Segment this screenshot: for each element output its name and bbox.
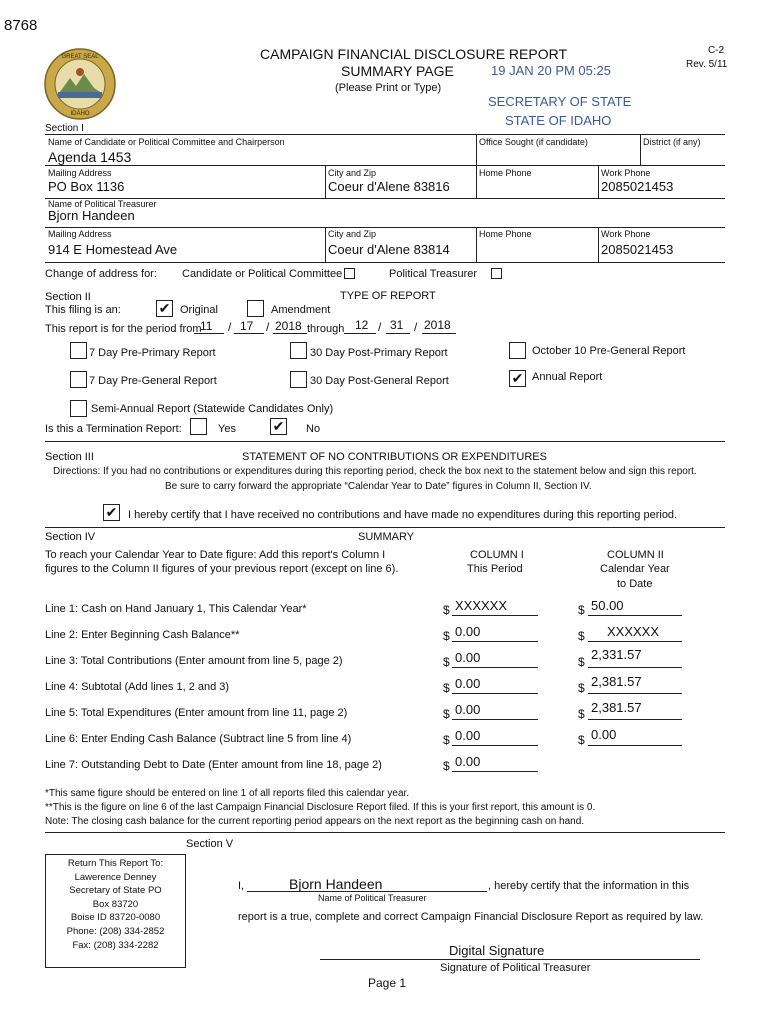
received-stamp-office: SECRETARY OF STATE [488,94,632,109]
termination-yes-checkbox[interactable] [190,418,207,435]
currency-symbol: $ [443,629,450,643]
treasurer-name-label: Name of Political Treasurer [48,199,157,209]
post-primary-30day-label: 30 Day Post-Primary Report [310,347,448,359]
to-day-field[interactable]: 31 [390,318,404,332]
change-address-label: Change of address for: [45,268,157,280]
line-4-column-1[interactable]: 0.00 [455,676,481,691]
pre-primary-7day-label: 7 Day Pre-Primary Report [89,347,216,359]
change-treasurer-checkbox[interactable] [491,268,502,279]
form-revision: Rev. 5/11 [686,59,728,70]
line-2-column-2[interactable]: XXXXXX [607,624,660,639]
summary-line-label: Line 5: Total Expenditures (Enter amount from line 11, page 2) [45,707,348,719]
return-address-line: Return This Report To: [67,858,164,869]
type-of-report-title: TYPE OF REPORT [340,290,436,302]
return-address-line: Secretary of State PO [69,885,162,897]
treasurer-mailing-label: Mailing Address [48,229,112,239]
signature-field[interactable]: Digital Signature [449,943,545,958]
certify-line-2: report is a true, complete and correct Campaign Financial Disclosure Report as required by law. [238,911,704,923]
post-general-30day-checkbox[interactable] [290,371,307,388]
treasurer-name-field[interactable]: Bjorn Handeen [48,208,135,223]
summary-intro-1: To reach your Calendar Year to Date figure: Add this report's Column I [45,549,386,561]
from-month-field[interactable]: 11 [200,319,213,333]
mailing-address-field[interactable]: PO Box 1136 [48,179,125,194]
currency-symbol: $ [578,603,585,617]
district-label: District (if any) [643,137,701,147]
change-treasurer-label: Political Treasurer [389,268,478,280]
return-address-line: Lawerence Denney [74,871,157,883]
form-code: C-2 [708,45,725,56]
svg-text:GREAT SEAL: GREAT SEAL [61,54,99,60]
treasurer-name-signature-field[interactable]: Bjorn Handeen [289,876,383,892]
original-label: Original [180,304,218,316]
post-primary-30day-checkbox[interactable] [290,342,307,359]
treasurer-home-phone-label: Home Phone [479,229,532,239]
print-instruction: (Please Print or Type) [335,82,442,94]
treasurer-city-field[interactable]: Coeur d'Alene 83814 [328,242,450,257]
report-title: CAMPAIGN FINANCIAL DISCLOSURE REPORT [260,46,568,62]
amendment-label: Amendment [271,304,331,316]
summary-line-label: Line 1: Cash on Hand January 1, This Calendar Year* [45,603,307,615]
no-contributions-title: STATEMENT OF NO CONTRIBUTIONS OR EXPENDITURES [242,451,547,463]
through-label: through [307,323,345,335]
city-zip-label: City and Zip [328,168,377,178]
currency-symbol: $ [578,707,585,721]
received-stamp-state: STATE OF IDAHO [505,113,612,128]
column-1-heading: COLUMN I [470,549,524,561]
section-3-label: Section III [45,451,94,463]
change-candidate-checkbox[interactable] [344,268,355,279]
currency-symbol: $ [443,733,450,747]
currency-symbol: $ [443,655,450,669]
from-year-field[interactable]: 2018 [275,319,302,333]
line-4-column-2[interactable]: 2,381.57 [591,674,642,689]
october-pre-general-checkbox[interactable] [509,342,526,359]
october-pre-general-label: October 10 Pre-General Report [532,345,686,357]
footnote-3: Note: The closing cash balance for the current reporting period appears on the next report as the beginning cash on hand. [45,816,585,827]
date-separator: / [378,320,382,334]
currency-symbol: $ [443,759,450,773]
summary-title: SUMMARY [358,531,415,543]
annual-report-checkbox[interactable]: ✔ [509,370,526,387]
amendment-checkbox[interactable] [247,300,264,317]
currency-symbol: $ [443,707,450,721]
date-separator: / [414,320,418,334]
line-3-column-2[interactable]: 2,331.57 [591,647,642,662]
received-stamp-date: 19 JAN 20 PM 05:25 [491,63,611,78]
line-3-column-1[interactable]: 0.00 [455,650,481,665]
section-5-label: Section V [186,838,234,850]
candidate-name-field[interactable]: Agenda 1453 [48,149,132,165]
date-separator: / [266,320,270,334]
footnote-1: *This same figure should be entered on line 1 of all reports filed this calendar year. [45,788,410,799]
annual-report-label: Annual Report [532,371,603,383]
name-caption: Name of Political Treasurer [318,893,427,903]
summary-line-label: Line 3: Total Contributions (Enter amount from line 5, page 2) [45,655,343,667]
home-phone-label: Home Phone [479,168,532,178]
section-1-label: Section I [45,123,84,134]
termination-no-label: No [306,423,321,435]
mailing-address-label: Mailing Address [48,168,112,178]
to-month-field[interactable]: 12 [355,318,369,332]
directions-line-2: Be sure to carry forward the appropriate “Calendar Year to Date” figures in Column II, Section IV. [165,481,592,492]
summary-line-label: Line 2: Enter Beginning Cash Balance** [45,629,240,641]
line-1-column-1[interactable]: XXXXXX [455,598,508,613]
line-1-column-2[interactable]: 50.00 [591,598,624,613]
report-subtitle: SUMMARY PAGE [341,63,454,79]
to-year-field[interactable]: 2018 [424,318,451,332]
treasurer-city-label: City and Zip [328,229,377,239]
currency-symbol: $ [578,733,585,747]
directions-line-1: Directions: If you had no contributions or expenditures during this reporting period, check the box next to the statement below and sign this report. [53,466,697,477]
pre-primary-7day-checkbox[interactable] [70,342,87,359]
currency-symbol: $ [578,655,585,669]
column-2-heading: COLUMN II [607,549,664,561]
period-label: This report is for the period from [45,323,202,335]
line-2-column-1[interactable]: 0.00 [455,624,481,639]
certify-prefix: I, [238,880,245,892]
no-contributions-statement: I hereby certify that I have received no contributions and have made no expenditures during this reporting period. [128,509,678,521]
candidate-name-label: Name of Candidate or Political Committee and Chairperson [48,137,285,147]
line-7-column-1[interactable]: 0.00 [455,754,481,769]
termination-label: Is this a Termination Report: [45,423,182,435]
post-general-30day-label: 30 Day Post-General Report [310,375,449,387]
currency-symbol: $ [578,629,585,643]
pre-general-7day-label: 7 Day Pre-General Report [89,375,217,387]
page-number: Page 1 [368,976,407,990]
office-sought-label: Office Sought (if candidate) [479,137,588,147]
termination-no-checkbox[interactable]: ✔ [270,418,287,435]
treasurer-work-phone-field[interactable]: 2085021453 [601,242,674,257]
column-2-subheading: Calendar Year [600,563,670,575]
summary-intro-2: figures to the Column II figures of your previous report (except on line 6). [45,563,399,575]
work-phone-field[interactable]: 2085021453 [601,179,674,194]
return-address-line: Box 83720 [92,898,139,910]
return-address-line: Fax: (208) 334-2282 [72,939,159,951]
line-6-column-1[interactable]: 0.00 [455,728,481,743]
section-4-label: Section IV [45,531,96,543]
svg-text:IDAHO: IDAHO [70,111,90,117]
line-5-column-2[interactable]: 2,381.57 [591,700,642,715]
no-contributions-checkbox[interactable]: ✔ [103,504,120,521]
currency-symbol: $ [578,681,585,695]
summary-line-label: Line 7: Outstanding Debt to Date (Enter amount from line 18, page 2) [45,759,382,771]
column-2-subheading-2: to Date [617,578,653,590]
currency-symbol: $ [443,603,450,617]
signature-caption: Signature of Political Treasurer [440,962,591,974]
semi-annual-checkbox[interactable] [70,400,87,417]
from-day-field[interactable]: 17 [240,319,254,333]
return-address-line: Boise ID 83720-0080 [70,912,161,924]
state-seal-icon [44,48,116,120]
return-address-line: Phone: (208) 334-2852 [66,925,165,937]
column-1-subheading: This Period [467,563,523,575]
document-number: 8768 [4,17,38,34]
treasurer-mailing-field[interactable]: 914 E Homestead Ave [48,242,178,257]
certify-suffix: , hereby certify that the information in this [488,880,690,892]
pre-general-7day-checkbox[interactable] [70,371,87,388]
change-candidate-label: Candidate or Political Committee [182,268,343,280]
summary-line-label: Line 4: Subtotal (Add lines 1, 2 and 3) [45,681,230,693]
section-2-label: Section II [45,291,91,303]
date-separator: / [228,320,232,334]
filing-type-label: This filing is an: [45,304,121,316]
footnote-2: **This is the figure on line 6 of the last Campaign Financial Disclosure Report filed. If this is your first report, this amount is 0. [45,802,596,813]
line-5-column-1[interactable]: 0.00 [455,702,481,717]
work-phone-label: Work Phone [601,168,651,178]
treasurer-work-phone-label: Work Phone [601,229,651,239]
summary-line-label: Line 6: Enter Ending Cash Balance (Subtract line 5 from line 4) [45,733,352,745]
termination-yes-label: Yes [218,423,236,435]
currency-symbol: $ [443,681,450,695]
original-checkbox[interactable]: ✔ [156,300,173,317]
city-zip-field[interactable]: Coeur d'Alene 83816 [328,179,450,194]
return-address-box [45,854,186,968]
semi-annual-label: Semi-Annual Report (Statewide Candidates Only) [91,403,334,415]
line-6-column-2[interactable]: 0.00 [591,727,617,742]
